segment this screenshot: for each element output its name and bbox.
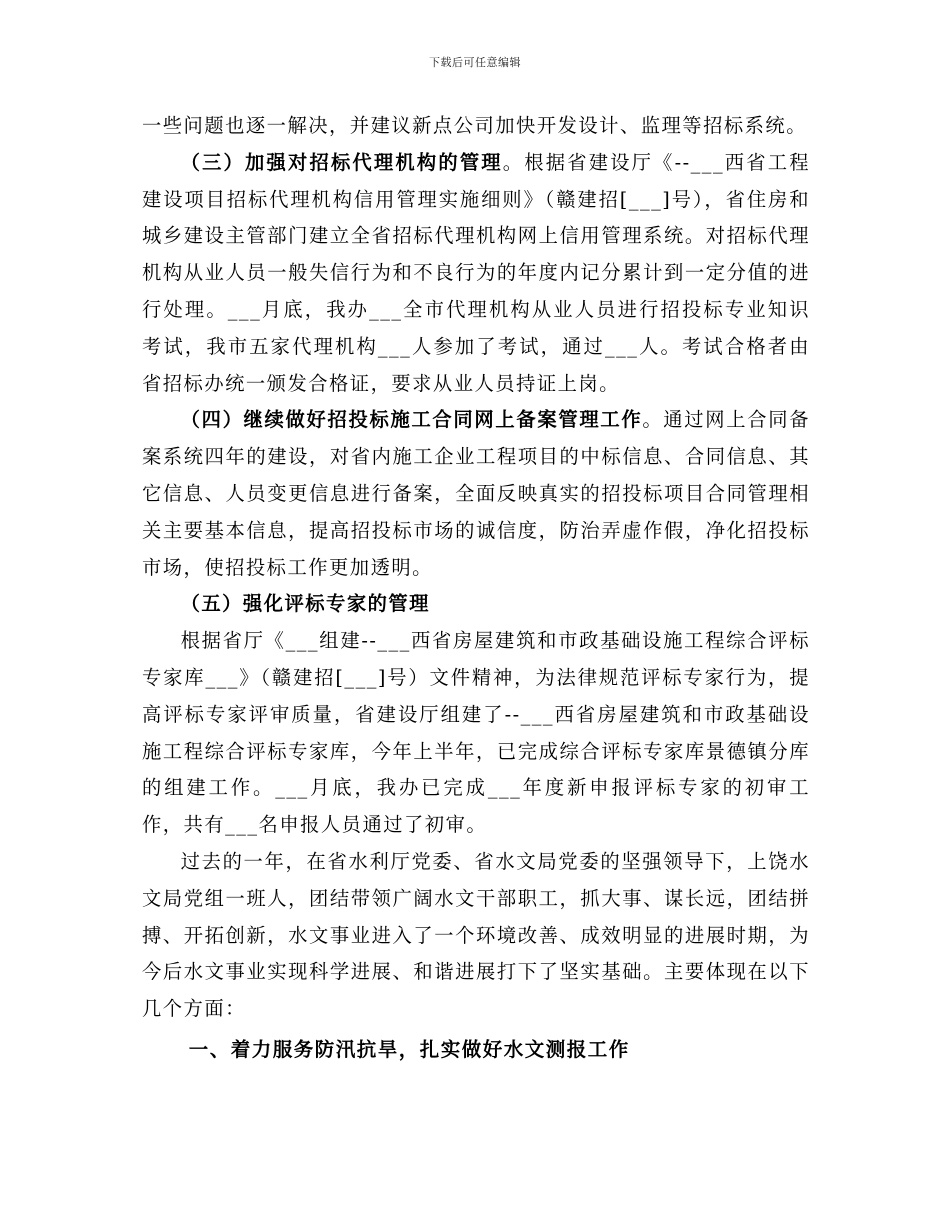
- paragraph-2: [142, 145, 810, 403]
- paragraph-6: 过去的一年，在省水利厅党委、省水文局党委的坚强领导下，上饶水文局党组一班人，团结带领广阔水文干部职工，抓大事、谋长远，团结拼搏、开拓创新，水文事业进入了一个环境改善、成效明显的进展时期，为今后水文事业实现科学进展、和谐进展打下了坚实基础。主要体现在以下几个方面：: [142, 849, 810, 1021]
- page-header: 下载后可任意编辑: [429, 56, 521, 69]
- section-3-text: 。根据省建设厅《--___西省工程建设项目招标代理机构信用管理实施细则》（赣建招[___]号），省住房和城乡建设主管部门建立全省招标代理机构网上信用管理系统。对招标代理机构从业人员一般失信行为和不良行为的年度内记分累计到一定分值的进行处理。___月底，我办___全市代理机构从业人员进行招投标专业知识考试，我市五家代理机构___人参加了考试，通过___人。考试合格者由省招标办统一颁发合格证，要求从业人员持证上岗。: [142, 150, 811, 395]
- chapter-1-heading: 一、着力服务防汛抗旱，扎实做好水文测报工作: [188, 1037, 630, 1061]
- paragraph-5: 根据省厅《___组建--___西省房屋建筑和市政基础设施工程综合评标专家库___》（赣建招[___]号）文件精神，为法律规范评标专家行为，提高评标专家评审质量，省建设厅组建了--___西省房屋建筑和市政基础设施工程综合评标专家库，今年上半年，已完成综合评标专家库景德镇分库的组建工作。___月底，我办已完成___年度新申报评标专家的初审工作，共有___名申报人员通过了初审。: [142, 629, 810, 837]
- section-4-heading: （四）继续做好招投标施工合同网上备案管理工作: [180, 408, 643, 432]
- section-4-text: 。通过网上合同备案系统四年的建设，对省内施工企业工程项目的中标信息、合同信息、其它信息、人员变更信息进行备案，全面反映真实的招投标项目合同管理相关主要基本信息，提高招投标市场的诚信度，防治弄虚作假，净化招投标市场，使招投标工作更加透明。: [142, 408, 811, 579]
- paragraph-1: 一些问题也逐一解决，并建议新点公司加快开发设计、监理等招标系统。: [142, 114, 807, 137]
- document-body: [142, 108, 810, 1069]
- paragraph-3: [142, 402, 810, 586]
- section-5-heading: （五）强化评标专家的管理: [180, 592, 430, 616]
- section-3-heading: （三）加强对招标代理机构的管理: [180, 150, 503, 174]
